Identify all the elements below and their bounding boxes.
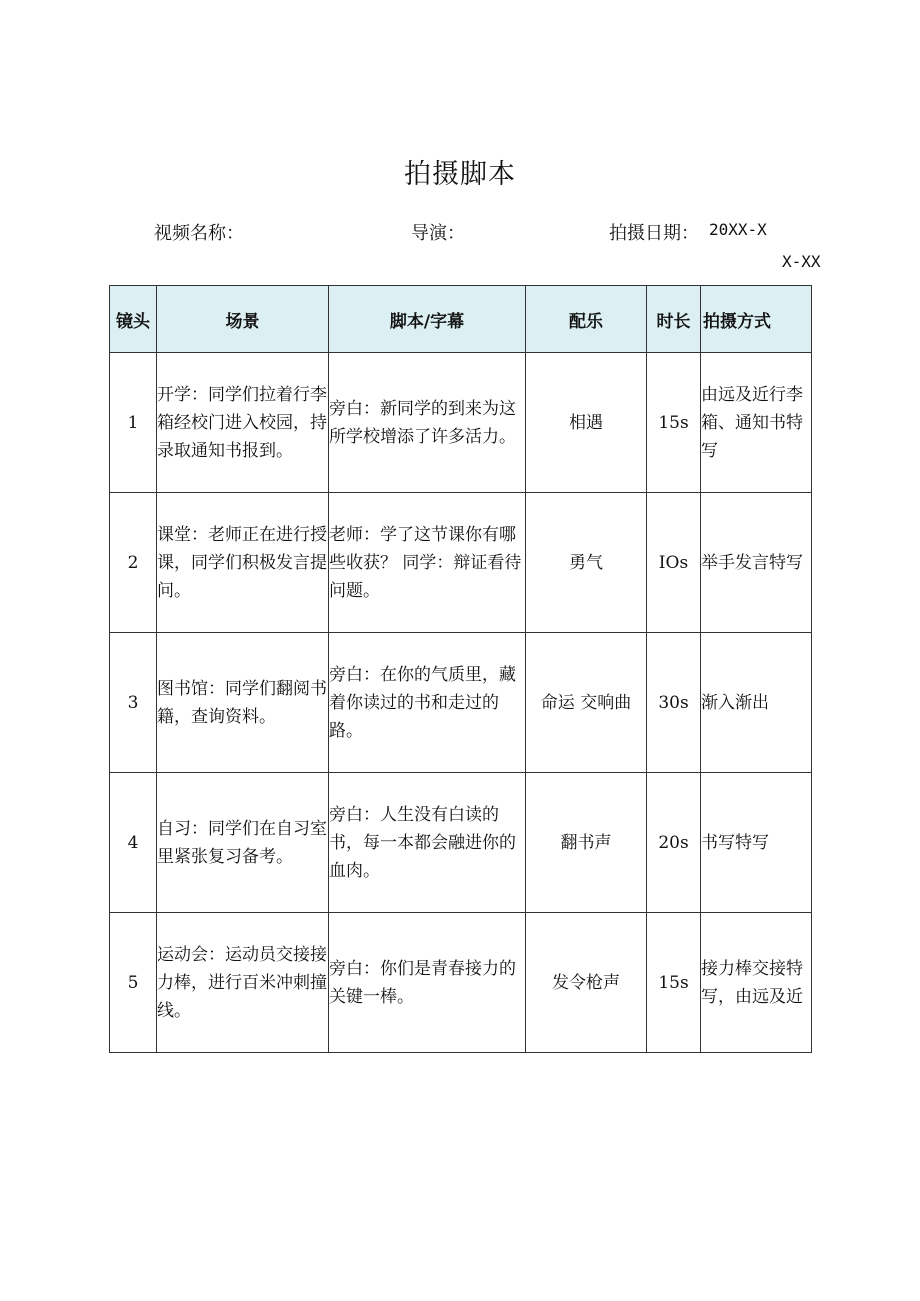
scene-cell: 运动会：运动员交接接力棒，进行百米冲刺撞线。 bbox=[157, 913, 329, 1053]
shoot-date-label: 拍摄日期： bbox=[609, 223, 699, 244]
table-row bbox=[110, 493, 812, 633]
shoot-date-value-continued: X-XX bbox=[782, 252, 821, 271]
music-cell: 命运 交响曲 bbox=[526, 633, 647, 773]
shooting-script-table bbox=[109, 285, 812, 1053]
scene-cell: 课堂：老师正在进行授课，同学们积极发言提问。 bbox=[157, 493, 329, 633]
header-duration: 时长 bbox=[647, 286, 701, 353]
shot-number: 4 bbox=[110, 773, 157, 913]
header-music: 配乐 bbox=[526, 286, 647, 353]
script-cell: 旁白：新同学的到来为这所学校增添了许多活力。 bbox=[329, 353, 526, 493]
shot-number: 5 bbox=[110, 913, 157, 1053]
shoot-date-value: 20XX-X bbox=[709, 220, 767, 239]
scene-cell: 图书馆：同学们翻阅书籍，查询资料。 bbox=[157, 633, 329, 773]
shot-number: 1 bbox=[110, 353, 157, 493]
duration-cell: 15s bbox=[647, 353, 701, 493]
scene-cell: 自习：同学们在自习室里紧张复习备考。 bbox=[157, 773, 329, 913]
header-scene: 场景 bbox=[157, 286, 329, 353]
table-header-row bbox=[110, 286, 812, 353]
duration-cell: 20s bbox=[647, 773, 701, 913]
method-cell: 渐入渐出 bbox=[701, 633, 812, 773]
duration-cell: 30s bbox=[647, 633, 701, 773]
music-cell: 翻书声 bbox=[526, 773, 647, 913]
method-cell: 接力棒交接特写，由远及近 bbox=[701, 913, 812, 1053]
music-cell: 勇气 bbox=[526, 493, 647, 633]
director-label: 导演： bbox=[411, 223, 465, 244]
page-title: 拍摄脚本 bbox=[404, 159, 516, 190]
table-row bbox=[110, 913, 812, 1053]
video-name-label: 视频名称： bbox=[154, 223, 244, 244]
header-method: 拍摄方式 bbox=[701, 286, 812, 353]
music-cell: 发令枪声 bbox=[526, 913, 647, 1053]
script-cell: 老师：学了这节课你有哪些收获？ 同学：辩证看待问题。 bbox=[329, 493, 526, 633]
duration-cell: 15s bbox=[647, 913, 701, 1053]
shot-number: 3 bbox=[110, 633, 157, 773]
script-cell: 旁白：在你的气质里，藏着你读过的书和走过的路。 bbox=[329, 633, 526, 773]
method-cell: 由远及近行李箱、通知书特写 bbox=[701, 353, 812, 493]
table-row bbox=[110, 353, 812, 493]
table-row bbox=[110, 633, 812, 773]
duration-cell: IOs bbox=[647, 493, 701, 633]
header-script: 脚本/字幕 bbox=[329, 286, 526, 353]
music-cell: 相遇 bbox=[526, 353, 647, 493]
header-shot: 镜头 bbox=[110, 286, 157, 353]
method-cell: 书写特写 bbox=[701, 773, 812, 913]
scene-cell: 开学：同学们拉着行李箱经校门进入校园，持录取通知书报到。 bbox=[157, 353, 329, 493]
method-cell: 举手发言特写 bbox=[701, 493, 812, 633]
table-row bbox=[110, 773, 812, 913]
script-cell: 旁白：人生没有白读的书，每一本都会融进你的血肉。 bbox=[329, 773, 526, 913]
script-cell: 旁白：你们是青春接力的关键一棒。 bbox=[329, 913, 526, 1053]
shot-number: 2 bbox=[110, 493, 157, 633]
